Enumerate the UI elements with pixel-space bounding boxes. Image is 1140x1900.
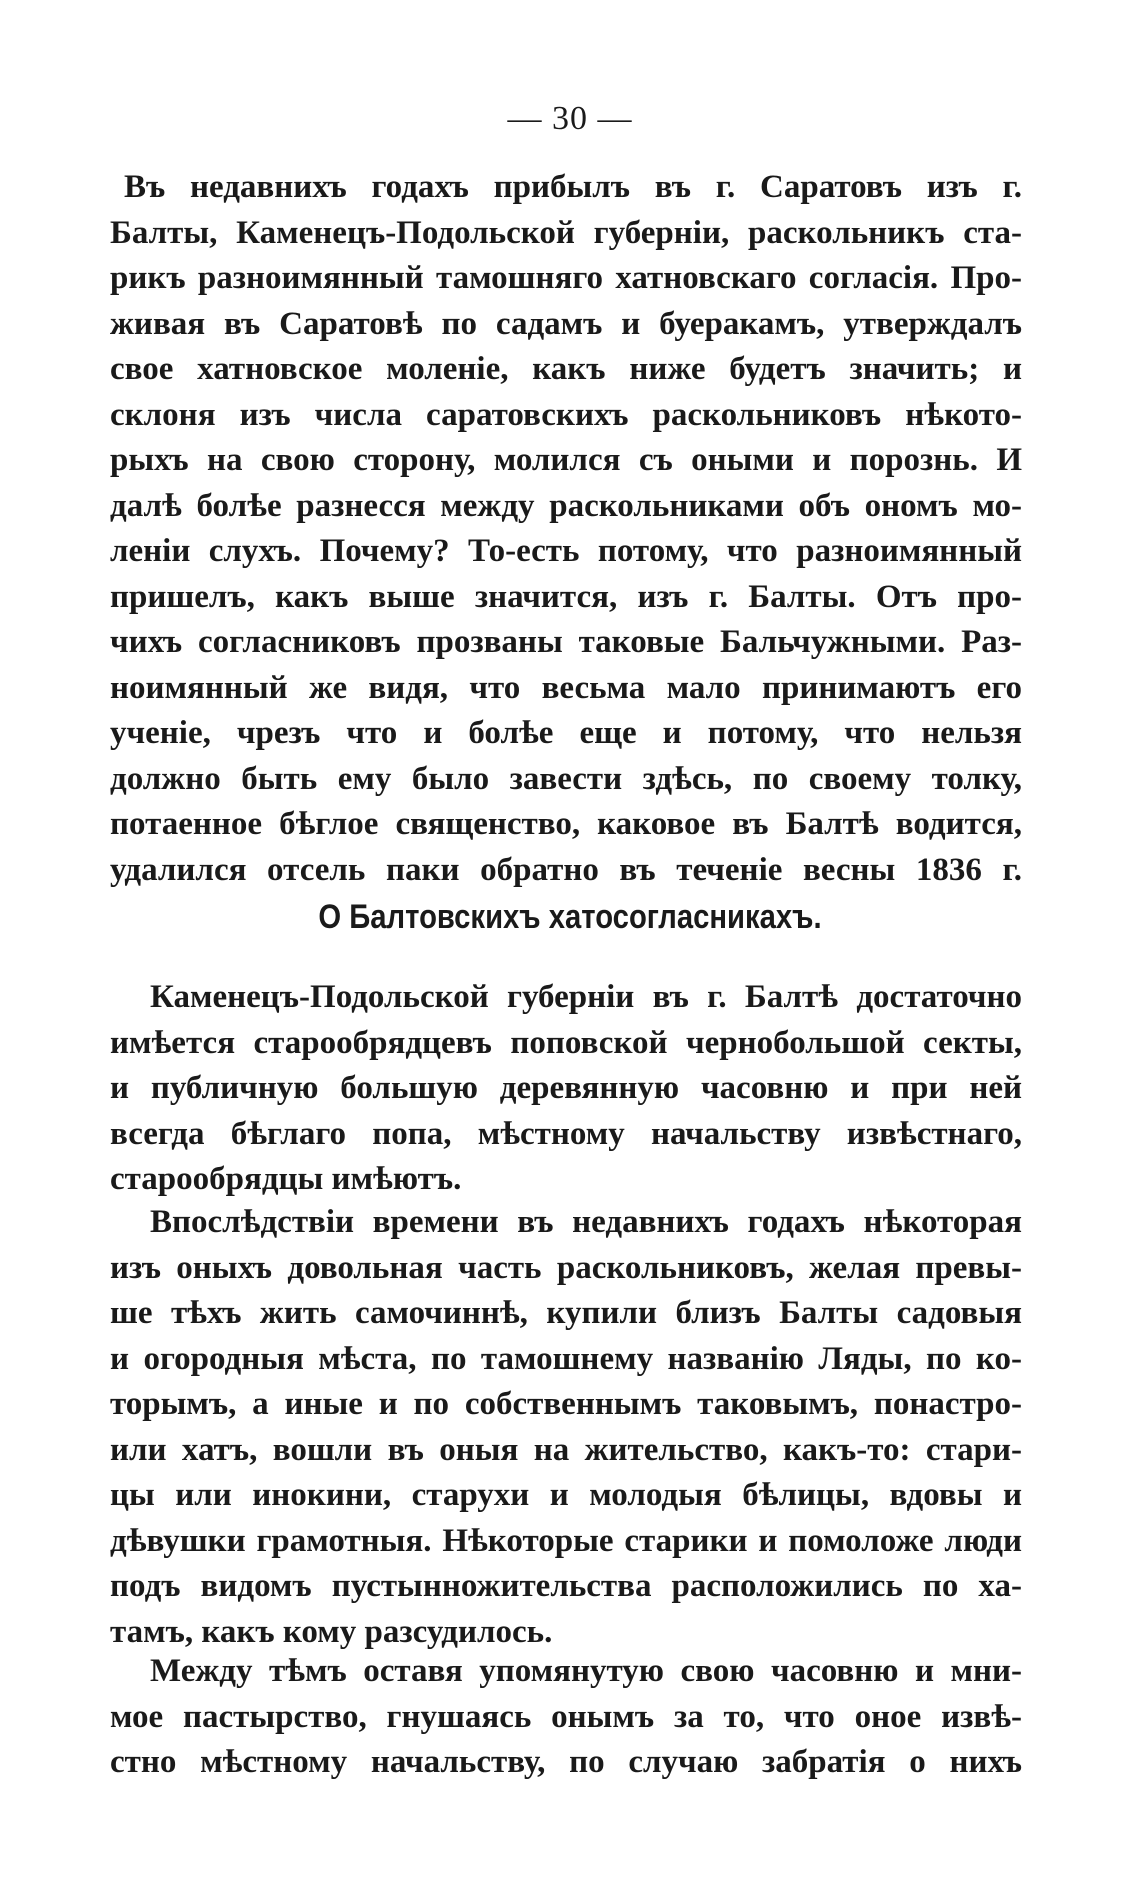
text-line: Между тѣмъ оставя упомянутую свою часовню и мни- [150,1653,1022,1689]
text-line: склоня изъ числа саратовскихъ раскольниковъ нѣкото- [110,396,1022,433]
text-line: Каменецъ-Подольской губерніи въ г. Балтѣ достаточно [150,979,1022,1015]
text-line: Въ недавнихъ годахъ прибылъ въ г. Саратовъ изъ г. [124,169,1022,205]
text-line: или хатъ, вошли въ оныя на жительство, какъ-то: стари- [110,1431,1022,1468]
text-line: пришелъ, какъ выше значится, изъ г. Балты. Отъ про- [110,578,1022,615]
text-line: всегда бѣглаго попа, мѣстному начальству извѣстнаго, [110,1115,1022,1152]
text-line: и публичную большую деревянную часовню и при ней [110,1070,1022,1106]
paragraph-1 [110,165,1022,893]
text-line: старообрядцы имѣютъ. [110,1161,462,1197]
text-line: рикъ разноимянный тамошняго хатновскаго согласія. Про- [110,260,1022,296]
text-line: Балты, Каменецъ-Подольской губерніи, раскольникъ ста- [110,214,1022,251]
paragraph-4 [110,1649,1022,1786]
text-line: чихъ согласниковъ прозваны таковые Бальчужными. Раз- [110,624,1022,660]
text-line: Впослѣдствіи времени въ недавнихъ годахъ нѣкоторая [150,1204,1022,1240]
section-heading: О Балтовскихъ хатосогласникахъ. [318,898,822,936]
text-line: мое пастырство, гнушаясь онымъ за то, что оное извѣ- [110,1698,1022,1735]
text-line: ноимянный же видя, что весьма мало принимаютъ его [110,669,1022,706]
text-line: изъ оныхъ довольная часть раскольниковъ, желая превы- [110,1249,1022,1286]
text-line: рыхъ на свою сторону, молился съ оными и порознь. И [110,442,1022,478]
text-line: леніи слухъ. Почему? То-есть потому, что разноимянный [110,533,1022,569]
paragraph-2 [110,975,1022,1203]
text-line: тамъ, какъ кому разсудилось. [110,1613,553,1650]
text-line: торымъ, а иные и по собственнымъ таковымъ, понастро- [110,1386,1022,1422]
text-line: стно мѣстному начальству, по случаю забратія о нихъ [110,1744,1022,1780]
text-line: и огородныя мѣста, по тамошнему названію Ляды, по ко- [110,1340,1022,1377]
text-line: свое хатновское моленіе, какъ ниже будетъ значить; и [110,351,1022,387]
text-line: должно быть ему было завести здѣсь, по своему толку, [110,760,1022,797]
text-line: живая въ Саратовѣ по садамъ и буеракамъ, утверждалъ [110,305,1022,342]
text-line: потаенное бѣглое священство, каковое въ Балтѣ водится, [110,806,1022,842]
text-line: имѣется старообрядцевъ поповской чернобольшой секты, [110,1024,1022,1061]
text-line: подъ видомъ пустынножительства расположились по ха- [110,1568,1022,1604]
text-line: удалился отсель паки обратно въ теченіе весны 1836 г. [110,851,1022,888]
text-line: ученіе, чрезъ что и болѣе еще и потому, что нельзя [110,715,1022,751]
text-line: дѣвушки грамотныя. Нѣкоторые старики и помоложе люди [110,1522,1022,1559]
paragraph-3 [110,1200,1022,1655]
text-line: далѣ болѣе разнесся между раскольниками объ ономъ мо- [110,487,1022,524]
page-number: — 30 — [507,100,633,137]
text-line: ше тѣхъ жить самочиннѣ, купили близъ Балты садовыя [110,1295,1022,1331]
text-line: цы или инокини, старухи и молодыя бѣлицы, вдовы и [110,1477,1022,1513]
